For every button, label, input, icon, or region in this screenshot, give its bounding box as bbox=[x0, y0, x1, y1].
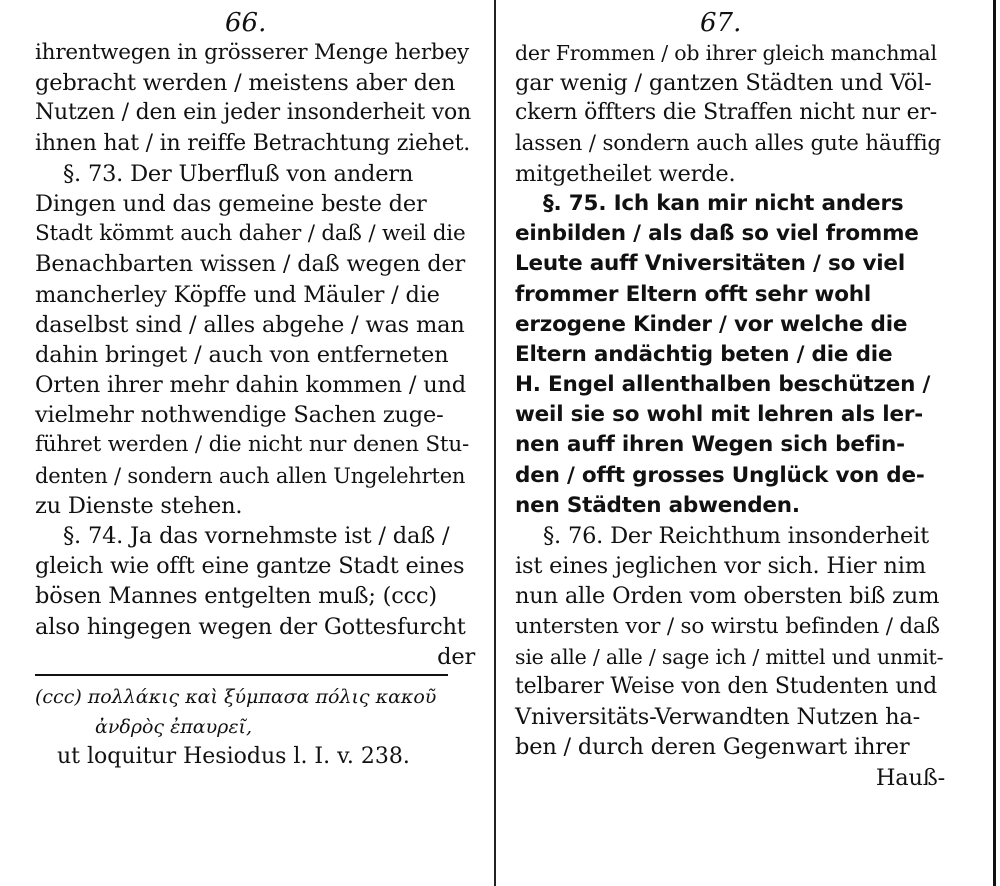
text-line: zu Dienste stehen. bbox=[35, 492, 243, 519]
text-line: daselbst sind / alles abgehe / was man bbox=[35, 311, 465, 338]
text-line: dahin bringet / auch von entferneten bbox=[35, 341, 449, 368]
text-line: nen Städten abwenden. bbox=[515, 492, 800, 518]
text-line: ihnen hat / in reiffe Betrachtung ziehet. bbox=[35, 130, 471, 156]
text-line: gar wenig / gantzen Städten und Völ- bbox=[515, 70, 932, 97]
page-gutter bbox=[494, 0, 496, 886]
text-line: Benachbarten wissen / daß wegen der bbox=[35, 251, 466, 278]
text-line: führet werden / die nicht nur denen Stu- bbox=[35, 432, 470, 458]
text-line: denten / sondern auch allen Ungelehrten bbox=[35, 463, 466, 488]
text-line: H. Engel allenthalben beschützen / bbox=[515, 372, 931, 398]
paragraph-73-start: §. 73. Der Uberfluß von andern bbox=[63, 160, 414, 187]
right-page-edge bbox=[993, 0, 996, 886]
text-line: ckern öffters die Straffen nicht nur er- bbox=[515, 100, 938, 126]
footnote-greek-line-2: ἀνδρὸς ἐπαυρεῖ, bbox=[95, 716, 253, 738]
text-line: einbilden / als daß so viel fromme bbox=[515, 221, 919, 247]
text-line: Leute auff Vniversitäten / so viel bbox=[515, 251, 905, 277]
right-page-body bbox=[515, 38, 945, 793]
text-line: Dingen und das gemeine beste der bbox=[35, 190, 427, 217]
text-line: frommer Eltern offt sehr wohl bbox=[515, 281, 872, 307]
footnote-latin-line: ut loquitur Hesiodus l. I. v. 238. bbox=[57, 744, 410, 769]
text-line: Eltern andächtig beten / die die bbox=[515, 341, 893, 367]
text-line: telbarer Weise von den Studenten und bbox=[515, 673, 938, 699]
text-line: erzogene Kinder / vor welche die bbox=[515, 311, 908, 337]
right-page-number: 67. bbox=[700, 8, 742, 38]
text-line: gleich wie offt eine gantze Stadt eines bbox=[35, 553, 465, 580]
text-line: mancherley Köpffe und Mäuler / die bbox=[35, 281, 440, 308]
paragraph-76-start: §. 76. Der Reichthum insonderheit bbox=[543, 523, 929, 549]
left-page-number: 66. bbox=[225, 8, 267, 38]
text-line: bösen Mannes entgelten muß; (ccc) bbox=[35, 583, 438, 610]
text-line: untersten vor / so wirstu befinden / daß bbox=[515, 613, 940, 639]
text-line: Orten ihrer mehr dahin kommen / und bbox=[35, 372, 466, 399]
text-line: ihrentwegen in grösserer Menge herbey bbox=[35, 40, 469, 65]
footnote bbox=[35, 682, 475, 772]
text-line: ist eines jeglichen vor sich. Hier nim bbox=[515, 553, 926, 580]
footnote-rule bbox=[35, 674, 448, 676]
text-line: sie alle / alle / sage ich / mittel und unmit- bbox=[515, 644, 944, 669]
text-line: ben / durch deren Gegenwart ihrer bbox=[515, 734, 910, 761]
text-line: also hingegen wegen der Gottesfurcht bbox=[35, 613, 466, 640]
text-line: den / offt grosses Unglück von de- bbox=[515, 462, 925, 488]
text-line: Vniversitäts-Verwandten Nutzen ha- bbox=[515, 704, 921, 731]
footnote-greek-line-1: (ccc) πολλάκις καὶ ξύμπασα πόλις κακοῦ bbox=[35, 686, 437, 708]
text-line: nun alle Orden vom obersten biß zum bbox=[515, 583, 940, 610]
text-line: Stadt kömmt auch daher / daß / weil die bbox=[35, 221, 466, 247]
paragraph-74-start: §. 74. Ja das vornehmste ist / daß / bbox=[63, 523, 450, 549]
left-page-body bbox=[35, 38, 475, 672]
text-line: gebracht werden / meistens aber den bbox=[35, 70, 456, 97]
catchword: der bbox=[437, 643, 475, 670]
text-line: nen auff ihren Wegen sich befin- bbox=[515, 432, 905, 458]
text-line: mitgetheilet werde. bbox=[515, 160, 736, 187]
text-line: lassen / sondern auch alles gute häuffig bbox=[515, 130, 941, 156]
text-line: weil sie so wohl mit lehren als ler- bbox=[515, 402, 923, 428]
paragraph-75-start: §. 75. Ich kan mir nicht anders bbox=[543, 190, 904, 216]
catchword: Hauß- bbox=[875, 764, 945, 791]
text-line: Nutzen / den ein jeder insonderheit von bbox=[35, 100, 472, 126]
text-line: vielmehr nothwendige Sachen zuge- bbox=[35, 402, 444, 429]
text-line: der Frommen / ob ihrer gleich manchmal bbox=[515, 41, 937, 65]
